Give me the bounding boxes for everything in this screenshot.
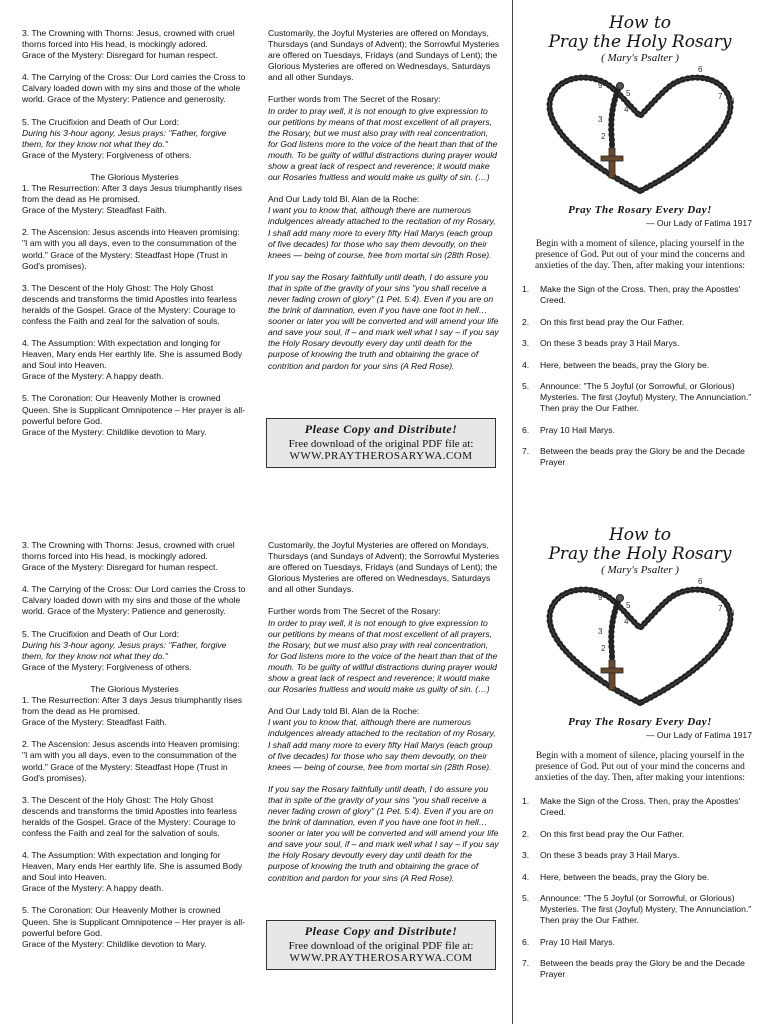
step-item: 1. Make the Sign of the Cross. Then, pray the Apostles' Creed. (522, 284, 741, 306)
schedule-paragraph: Customarily, the Joyful Mysteries are offered on Mondays, Thursdays (and Sundays of Advent); the Sorrowful Mysteries are offered on Tuesdays, Fridays (and Sundays of Lent); the Glorious Mysteries are offered on Wednesdays, Saturdays and all other Sundays. (268, 540, 500, 595)
svg-text:5: 5 (626, 89, 631, 99)
svg-text:7: 7 (718, 604, 723, 614)
secret-paragraph: Further words from The Secret of the Rosary: In order to pray well, it is not enough to give expression to our petitions by means of that most excellent of all prayers, the Rosary, but we must also pray with real concentration, for God listens more to the voice of the heart than that of the mouth. To be guilty of willful distractions during prayer would show a great lack of respect and reverence; it would make our Rosaries fruitless and would make us guilty of sin. (…) (268, 94, 498, 183)
title-pray-rosary: Pray the Holy Rosary (548, 544, 732, 564)
step-item: 4. Here, between the beads, pray the Glory be. (522, 359, 710, 370)
fatima-attribution: — Our Lady of Fatima 1917 (645, 730, 752, 741)
glorious-heading: The Glorious Mysteries (90, 171, 179, 182)
copy-distribute-box (266, 920, 496, 970)
step-item: 7. Between the beads pray the Glory be and the Decade Prayer (522, 958, 745, 980)
fatima-attribution: — Our Lady of Fatima 1917 (645, 218, 752, 229)
how-to-column (522, 14, 758, 479)
step-item: 3. On these 3 beads pray 3 Hail Marys. (522, 338, 680, 349)
mystery-descent-holy-ghost: 3. The Descent of the Holy Ghost: The Holy Ghost descends and transforms the timid Apostles into fearless heralds of the Gospel. Grace of the Mystery: Courage to confess the Faith and zeal for the salvation of souls. (22, 282, 237, 326)
svg-text:4: 4 (624, 105, 629, 115)
step-item: 7. Between the beads pray the Glory be and the Decade Prayer (522, 446, 745, 468)
svg-text:4: 4 (624, 617, 629, 627)
secret-column (268, 28, 500, 383)
svg-text:6: 6 (698, 66, 703, 75)
subtitle-marys-psalter: ( Mary's Psalter ) (601, 52, 679, 64)
pray-every-day: Pray The Rosary Every Day! (568, 204, 712, 217)
svg-text:3: 3 (598, 115, 603, 125)
svg-text:2: 2 (601, 644, 606, 654)
svg-text:9: 9 (598, 593, 603, 603)
pamphlet-bottom (0, 512, 768, 1012)
svg-text:2: 2 (601, 132, 606, 142)
intro-text: Begin with a moment of silence, placing yourself in the presence of God. Put out of your mind the concerns and anxieties of the day. Then, after making your intentions: (534, 239, 746, 272)
step-item: 2. On this first bead pray the Our Father. (522, 828, 685, 839)
title-how-to: How to (608, 525, 672, 545)
how-to-column (522, 526, 758, 991)
svg-text:9: 9 (598, 81, 603, 91)
glorious-heading: The Glorious Mysteries (90, 683, 179, 694)
alan-de-la-roche-paragraph: And Our Lady told Bl. Alan de la Roche: I want you to know that, although there are numerous indulgences already attached to the recitation of my Rosary, I shall add many more to every fifty Hail Marys (each group of five decades) for those who say them devoutly, on their knees — being of course, free from mortal sin (28th Rose). (268, 706, 496, 772)
steps-list (522, 796, 758, 980)
download-text: Free download of the original PDF file at: (288, 940, 474, 952)
secret-column (268, 540, 500, 895)
alan-de-la-roche-paragraph: And Our Lady told Bl. Alan de la Roche: I want you to know that, although there are numerous indulgences already attached to the recitation of my Rosary, I shall add many more to every fifty Hail Marys (each group of five decades) for those who say them devoutly, on their knees — being of course, free from mortal sin (28th Rose). (268, 194, 496, 260)
mystery-crowning: 3. The Crowning with Thorns: Jesus, crowned with cruel thorns forced into His head, is mockingly adored. Grace of the Mystery: Disregard for human respect. (22, 28, 235, 61)
svg-text:5: 5 (626, 601, 631, 611)
mystery-coronation: 5. The Coronation: Our Heavenly Mother is crowned Queen. She is Supplicant Omnipotence – Her prayer is all-powerful before God. Grace of the Mystery: Childlike devotion to Mary. (22, 905, 246, 949)
svg-text:1: 1 (598, 163, 603, 173)
steps-list (522, 284, 758, 468)
mystery-ascension: 2. The Ascension: Jesus ascends into Heaven promising: "I am with you all days, even to the consummation of the world." Grace of the Mystery: Steadfast Hope (Trust in God's promises). (22, 227, 240, 271)
website-link[interactable]: WWW.PRAYTHEROSARYWA.COM (289, 952, 473, 964)
schedule-paragraph: Customarily, the Joyful Mysteries are offered on Mondays, Thursdays (and Sundays of Advent); the Sorrowful Mysteries are offered on Tuesdays, Fridays (and Sundays of Lent); the Glorious Mysteries are offered on Wednesdays, Saturdays and all other Sundays. (268, 28, 500, 83)
svg-text:8: 8 (730, 97, 735, 107)
step-item: 5. Announce: "The 5 Joyful (or Sorrowful, or Glorious) Mysteries. The first (Joyful) Mystery, The Annunciation." Then pray the Our Father. (522, 893, 752, 926)
mystery-assumption: 4. The Assumption: With expectation and longing for Heaven, Mary ends Her earthly life. She is assumed Body and Soul into Heaven. Grace of the Mystery: A happy death. (22, 338, 243, 382)
step-item: 6. Pray 10 Hail Marys. (522, 424, 615, 435)
step-item: 4. Here, between the beads, pray the Glory be. (522, 871, 710, 882)
copy-heading: Please Copy and Distribute! (304, 924, 458, 938)
mystery-coronation: 5. The Coronation: Our Heavenly Mother is crowned Queen. She is Supplicant Omnipotence – Her prayer is all-powerful before God. Grace of the Mystery: Childlike devotion to Mary. (22, 393, 246, 437)
intro-text: Begin with a moment of silence, placing yourself in the presence of God. Put out of your mind the concerns and anxieties of the day. Then, after making your intentions: (534, 751, 746, 784)
subtitle-marys-psalter: ( Mary's Psalter ) (601, 564, 679, 576)
pamphlet-top (0, 0, 768, 500)
mystery-descent-holy-ghost: 3. The Descent of the Holy Ghost: The Holy Ghost descends and transforms the timid Apostles into fearless heralds of the Gospel. Grace of the Mystery: Courage to confess the Faith and zeal for the salvation of souls. (22, 794, 237, 838)
copy-distribute-box (266, 418, 496, 468)
svg-text:3: 3 (598, 627, 603, 637)
mystery-resurrection: 1. The Resurrection: After 3 days Jesus triumphantly rises from the dead as He promised. Grace of the Mystery: Steadfast Faith. (22, 695, 243, 728)
mystery-carrying-cross: 4. The Carrying of the Cross: Our Lord carries the Cross to Calvary loaded down with my sins and those of the whole world. Grace of the Mystery: Patience and generosity. (22, 72, 246, 105)
title-how-to: How to (608, 13, 672, 33)
step-item: 3. On these 3 beads pray 3 Hail Marys. (522, 850, 680, 861)
mystery-ascension: 2. The Ascension: Jesus ascends into Heaven promising: "I am with you all days, even to the consummation of the world." Grace of the Mystery: Steadfast Hope (Trust in God's promises). (22, 739, 240, 783)
mystery-crowning: 3. The Crowning with Thorns: Jesus, crowned with cruel thorns forced into His head, is mockingly adored. Grace of the Mystery: Disregard for human respect. (22, 540, 235, 573)
svg-text:7: 7 (718, 92, 723, 102)
title-pray-rosary: Pray the Holy Rosary (548, 32, 732, 52)
step-item: 5. Announce: "The 5 Joyful (or Sorrowful, or Glorious) Mysteries. The first (Joyful) Mystery, The Annunciation." Then pray the Our Father. (522, 381, 752, 414)
mystery-carrying-cross: 4. The Carrying of the Cross: Our Lord carries the Cross to Calvary loaded down with my sins and those of the whole world. Grace of the Mystery: Patience and generosity. (22, 584, 246, 617)
mysteries-column (22, 28, 247, 449)
copy-heading: Please Copy and Distribute! (304, 422, 458, 436)
faithful-paragraph: If you say the Rosary faithfully until death, I do assure you that in spite of the gravity of your sins "you shall receive a never fading crown of glory" (1 Pet. 5:4). Even if you are on the brink of damnation, even if you have one foot in hell… sooner or later you will be converted and will amend your life and save your soul, if – and mark well what I say – if you say the Holy Rosary devoutly every day until death for the purpose of knowing the truth and obtaining the grace of contrition and pardon for your sins (A Red Rose). (268, 783, 499, 883)
mystery-crucifixion: 5. The Crucifixion and Death of Our Lord: During his 3-hour agony, Jesus prays: "Father, forgive them, for they know not what they do." Grace of the Mystery: Forgiveness of others. (22, 116, 227, 160)
secret-paragraph: Further words from The Secret of the Rosary: In order to pray well, it is not enough to give expression to our petitions by means of that most excellent of all prayers, the Rosary, but we must also pray with real concentration, for God listens more to the voice of the heart than that of the mouth. To be guilty of willful distractions during prayer would show a great lack of respect and reverence; it would make our Rosaries fruitless and would make us guilty of sin. (…) (268, 606, 498, 695)
faithful-paragraph: If you say the Rosary faithfully until death, I do assure you that in spite of the gravity of your sins "you shall receive a never fading crown of glory" (1 Pet. 5:4). Even if you are on the brink of damnation, even if you have one foot in hell… sooner or later you will be converted and will amend your life and save your soul, if – and mark well what I say – if you say the Holy Rosary devoutly every day until death for the purpose of knowing the truth and obtaining the grace of contrition and pardon for your sins (A Red Rose). (268, 271, 499, 371)
rosary-heart-illustration (540, 578, 740, 713)
download-text: Free download of the original PDF file at: (288, 438, 474, 450)
step-item: 2. On this first bead pray the Our Father. (522, 316, 685, 327)
mystery-resurrection: 1. The Resurrection: After 3 days Jesus triumphantly rises from the dead as He promised. Grace of the Mystery: Steadfast Faith. (22, 183, 243, 216)
mysteries-column (22, 540, 247, 961)
step-item: 6. Pray 10 Hail Marys. (522, 936, 615, 947)
svg-text:6: 6 (698, 578, 703, 587)
step-item: 1. Make the Sign of the Cross. Then, pray the Apostles' Creed. (522, 796, 741, 818)
website-link[interactable]: WWW.PRAYTHEROSARYWA.COM (289, 450, 473, 462)
mystery-assumption: 4. The Assumption: With expectation and longing for Heaven, Mary ends Her earthly life. She is assumed Body and Soul into Heaven. Grace of the Mystery: A happy death. (22, 850, 243, 894)
pray-every-day: Pray The Rosary Every Day! (568, 716, 712, 729)
mystery-crucifixion: 5. The Crucifixion and Death of Our Lord: During his 3-hour agony, Jesus prays: "Father, forgive them, for they know not what they do." Grace of the Mystery: Forgiveness of others. (22, 628, 227, 672)
rosary-heart-illustration (540, 66, 740, 201)
svg-text:8: 8 (730, 609, 735, 619)
svg-text:1: 1 (598, 675, 603, 685)
